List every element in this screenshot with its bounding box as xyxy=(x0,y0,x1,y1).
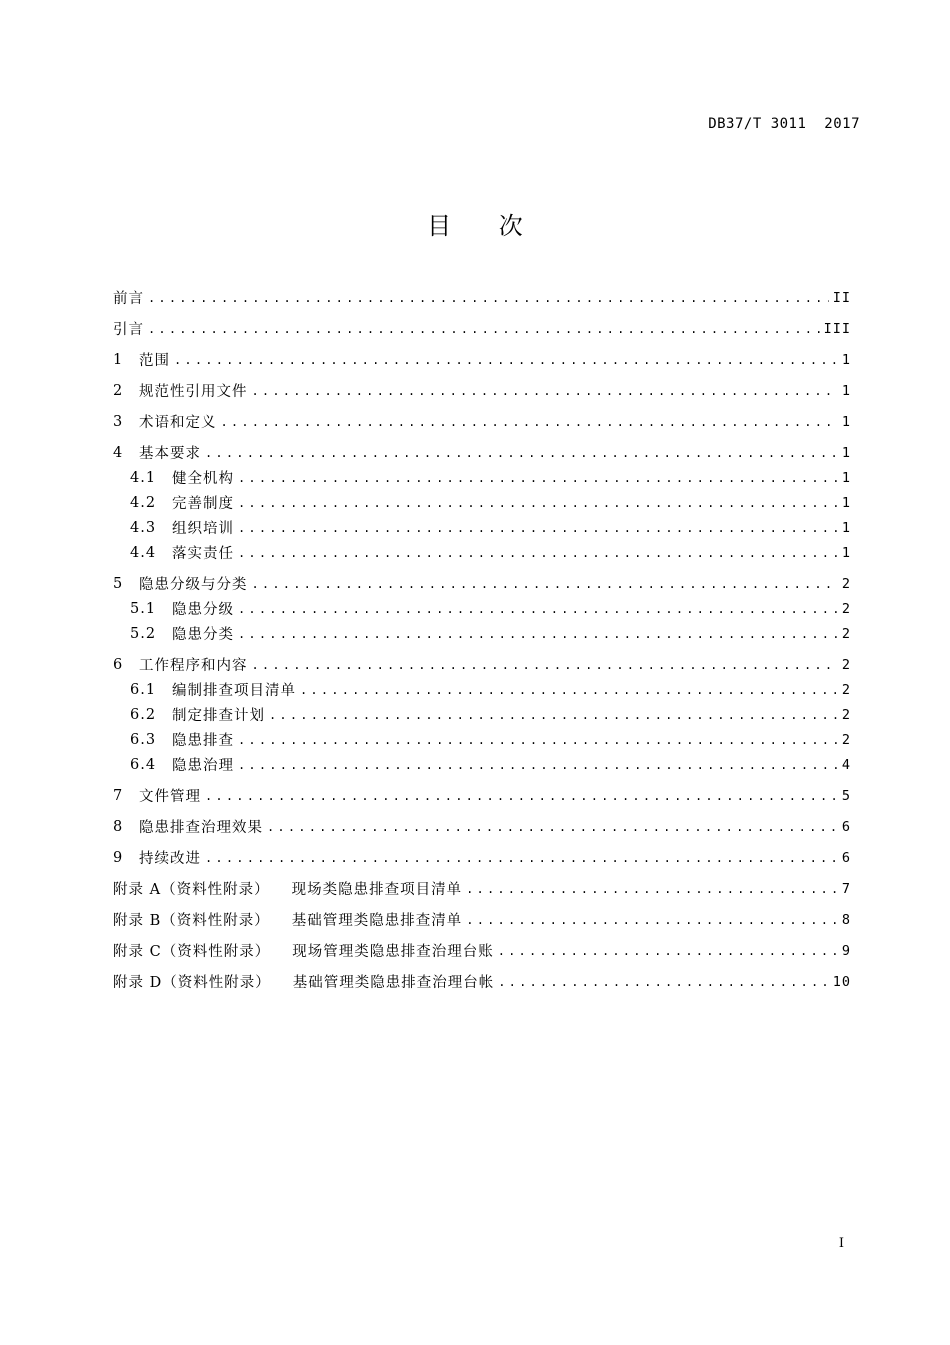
toc-leader-dots xyxy=(238,547,838,559)
toc-entry[interactable] xyxy=(113,285,851,310)
toc-entry[interactable] xyxy=(113,938,851,963)
toc-entry[interactable] xyxy=(113,465,851,490)
toc-appendix-label: 附录 C（资料性附录） xyxy=(113,944,271,960)
toc-entry-title: 隐患排查治理效果 xyxy=(139,820,263,836)
toc-entry-title: 持续改进 xyxy=(139,851,201,867)
toc-appendix-label: 附录 A（资料性附录） xyxy=(113,882,270,898)
toc-entry-page: 1 xyxy=(841,544,851,561)
toc-entry[interactable] xyxy=(113,727,851,752)
toc-entry-number: 8 xyxy=(113,818,123,835)
toc-entry-title: 工作程序和内容 xyxy=(139,658,248,674)
toc-leader-dots xyxy=(252,385,838,397)
toc-leader-dots xyxy=(269,709,838,721)
toc-entry[interactable] xyxy=(113,316,851,341)
toc-entry[interactable] xyxy=(113,596,851,621)
toc-leader-dots xyxy=(466,914,838,926)
toc-entry-title: 现场管理类隐患排查治理台账 xyxy=(292,944,494,960)
toc-entry-title: 隐患治理 xyxy=(172,758,234,774)
toc-entry-number: 9 xyxy=(113,849,123,866)
toc-entry-number: 7 xyxy=(113,787,123,804)
toc-leader-dots xyxy=(238,734,838,746)
toc-leader-dots xyxy=(267,821,838,833)
toc-entry[interactable] xyxy=(113,783,851,808)
toc-entry[interactable] xyxy=(113,652,851,677)
toc-entry-page: 10 xyxy=(832,973,851,990)
toc-entry-number: 6.3 xyxy=(130,731,157,748)
toc-entry-page: 4 xyxy=(841,756,851,773)
toc-entry-page: 9 xyxy=(841,942,851,959)
toc-entry-page: 2 xyxy=(841,731,851,748)
toc-entry-title: 健全机构 xyxy=(172,471,234,487)
toc-entry-page: 2 xyxy=(841,575,851,592)
toc-entry-page: II xyxy=(832,289,851,306)
toc-entry-number: 6.2 xyxy=(130,706,157,723)
toc-leader-dots xyxy=(148,323,820,335)
toc-leader-dots xyxy=(238,759,838,771)
page-title: 目 次 xyxy=(427,212,543,240)
toc-entry-title: 基础管理类隐患排查清单 xyxy=(291,913,463,929)
toc-leader-dots xyxy=(466,883,838,895)
toc-leader-dots xyxy=(238,603,838,615)
toc-leader-dots xyxy=(498,945,838,957)
toc-leader-dots xyxy=(498,976,829,988)
toc-entry[interactable] xyxy=(113,969,851,994)
toc-entry-number: 6.4 xyxy=(130,756,157,773)
toc-entry-page: 1 xyxy=(841,444,851,461)
toc-entry-title: 编制排查项目清单 xyxy=(172,683,296,699)
toc-entry-title: 组织培训 xyxy=(172,521,234,537)
toc-entry[interactable] xyxy=(113,440,851,465)
toc-entry[interactable] xyxy=(113,571,851,596)
toc-entry-title: 基础管理类隐患排查治理台帐 xyxy=(292,975,495,991)
toc-entry[interactable] xyxy=(113,702,851,727)
document-code: DB37/T 3011 2017 xyxy=(708,116,860,132)
toc-entry-page: 1 xyxy=(841,413,851,430)
toc-entry-page: 6 xyxy=(841,849,851,866)
toc-leader-dots xyxy=(148,292,829,304)
toc-entry-page: 2 xyxy=(841,656,851,673)
toc-appendix-label: 附录 B（资料性附录） xyxy=(113,913,270,929)
toc-entry-title: 引言 xyxy=(113,322,144,338)
toc-entry-title: 完善制度 xyxy=(172,496,234,512)
toc-entry-page: 1 xyxy=(841,351,851,368)
toc-entry[interactable] xyxy=(113,752,851,777)
toc-entry-title: 前言 xyxy=(113,291,144,307)
toc-entry-number: 1 xyxy=(113,351,123,368)
toc-entry-title: 规范性引用文件 xyxy=(139,384,248,400)
toc-entry-number: 4.3 xyxy=(130,519,157,536)
toc-entry-number: 6.1 xyxy=(130,681,157,698)
toc-entry-page: 8 xyxy=(841,911,851,928)
toc-entry-title: 隐患分类 xyxy=(172,627,234,643)
toc-entry-number: 4 xyxy=(113,444,123,461)
toc-entry[interactable] xyxy=(113,621,851,646)
toc-entry-title: 隐患分级与分类 xyxy=(139,577,248,593)
toc-entry[interactable] xyxy=(113,677,851,702)
toc-leader-dots xyxy=(205,790,838,802)
toc-entry-number: 4.4 xyxy=(130,544,157,561)
toc-entry-title: 制定排查计划 xyxy=(172,708,265,724)
toc-entry-page: 6 xyxy=(841,818,851,835)
toc-entry-number: 5.1 xyxy=(130,600,157,617)
toc-entry[interactable] xyxy=(113,515,851,540)
toc-leader-dots xyxy=(174,354,838,366)
page-number: I xyxy=(838,1236,844,1251)
toc-entry[interactable] xyxy=(113,876,851,901)
toc-appendix-label: 附录 D（资料性附录） xyxy=(113,975,271,991)
toc-entry-page: 5 xyxy=(841,787,851,804)
toc-leader-dots xyxy=(238,522,838,534)
toc-entry-title: 文件管理 xyxy=(139,789,201,805)
toc-entry-title: 隐患分级 xyxy=(172,602,234,618)
toc-entry-page: 7 xyxy=(841,880,851,897)
toc-entry-number: 4.2 xyxy=(130,494,157,511)
toc-entry-page: 1 xyxy=(841,382,851,399)
toc-leader-dots xyxy=(221,416,838,428)
table-of-contents xyxy=(113,285,851,994)
toc-entry[interactable] xyxy=(113,845,851,870)
toc-entry-page: 1 xyxy=(841,494,851,511)
toc-entry[interactable] xyxy=(113,409,851,434)
toc-leader-dots xyxy=(252,578,838,590)
toc-entry-number: 6 xyxy=(113,656,123,673)
toc-entry-number: 4.1 xyxy=(130,469,157,486)
toc-entry-number: 3 xyxy=(113,413,123,430)
toc-leader-dots xyxy=(238,472,838,484)
toc-entry-number: 5.2 xyxy=(130,625,157,642)
toc-entry[interactable] xyxy=(113,378,851,403)
toc-entry-page: III xyxy=(823,320,851,337)
toc-entry-title: 落实责任 xyxy=(172,546,234,562)
toc-entry[interactable] xyxy=(113,907,851,932)
toc-entry[interactable] xyxy=(113,814,851,839)
toc-entry-page: 2 xyxy=(841,600,851,617)
toc-entry-page: 2 xyxy=(841,706,851,723)
toc-entry[interactable] xyxy=(113,347,851,372)
toc-entry-title: 隐患排查 xyxy=(172,733,234,749)
toc-entry[interactable] xyxy=(113,540,851,565)
toc-leader-dots xyxy=(238,497,838,509)
toc-entry-page: 1 xyxy=(841,469,851,486)
toc-entry-title: 基本要求 xyxy=(139,446,201,462)
toc-entry-title: 范围 xyxy=(139,353,170,369)
toc-entry-page: 2 xyxy=(841,681,851,698)
toc-entry-title: 现场类隐患排查项目清单 xyxy=(291,882,463,898)
toc-entry-page: 2 xyxy=(841,625,851,642)
toc-leader-dots xyxy=(205,852,838,864)
toc-leader-dots xyxy=(238,628,838,640)
toc-entry-title: 术语和定义 xyxy=(139,415,217,431)
toc-entry-number: 2 xyxy=(113,382,123,399)
toc-entry-page: 1 xyxy=(841,519,851,536)
toc-leader-dots xyxy=(252,659,838,671)
toc-entry[interactable] xyxy=(113,490,851,515)
toc-entry-number: 5 xyxy=(113,575,123,592)
toc-leader-dots xyxy=(205,447,838,459)
toc-leader-dots xyxy=(300,684,838,696)
